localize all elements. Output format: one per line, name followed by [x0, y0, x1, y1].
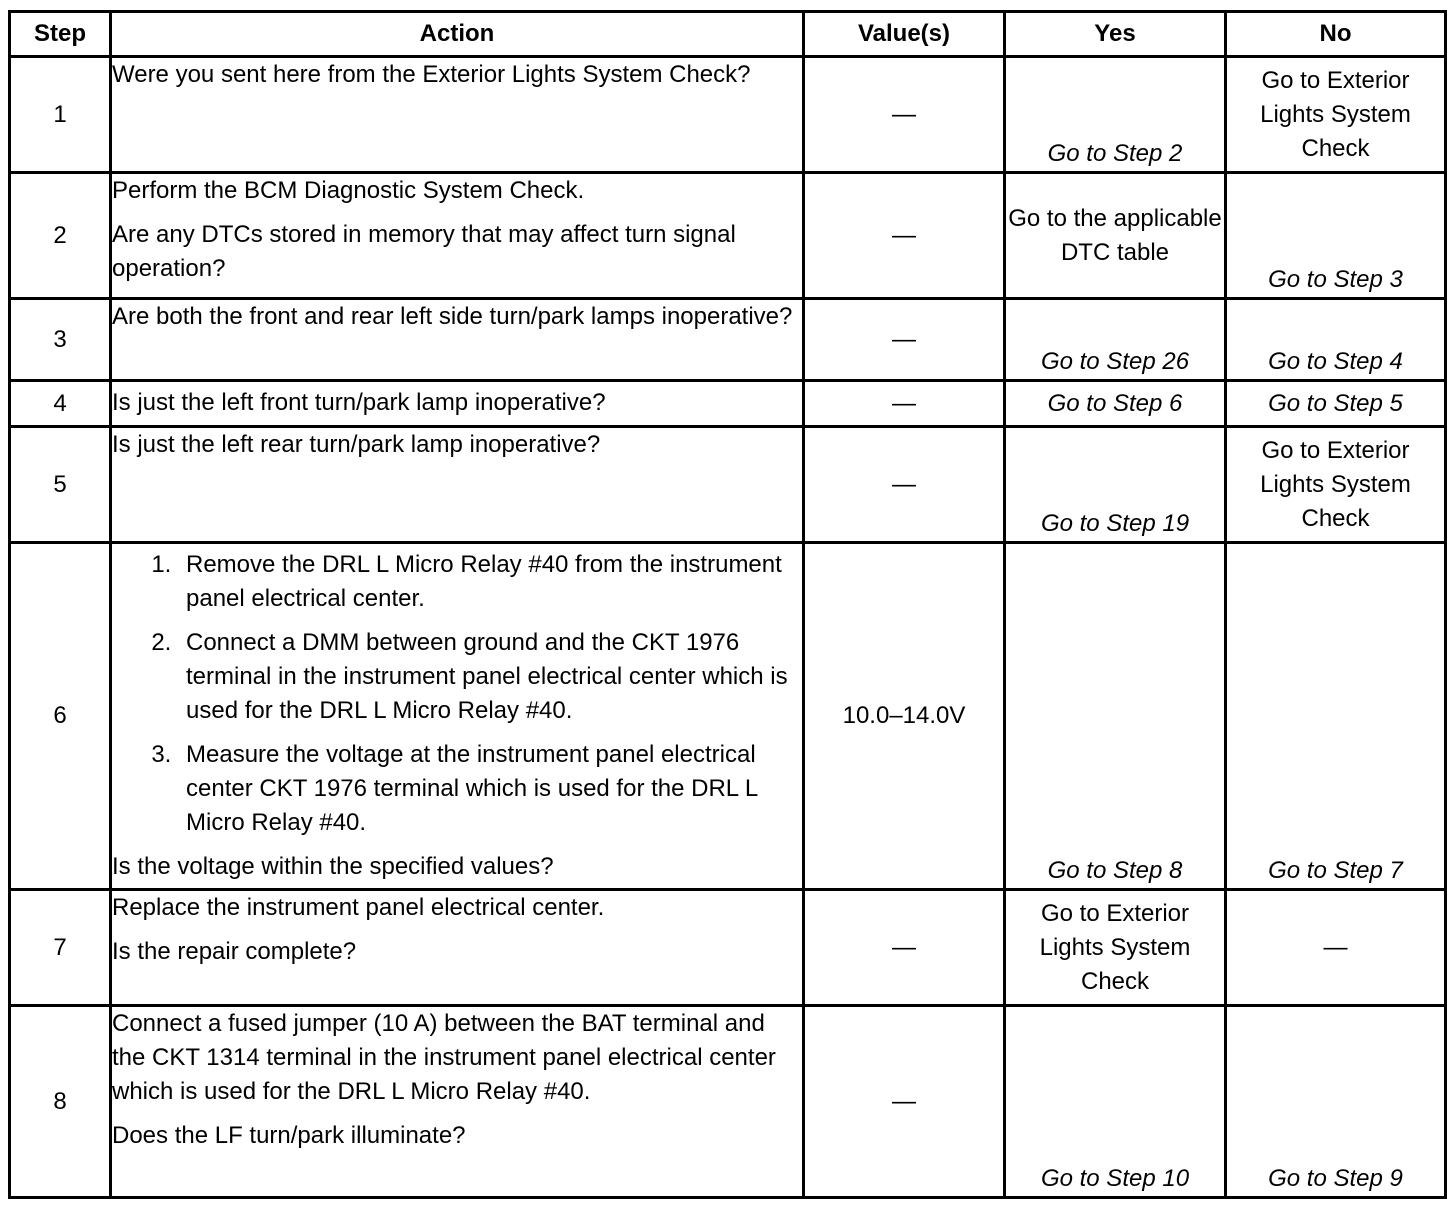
- action-text: Connect a fused jumper (10 A) between the BAT terminal and the CKT 1314 terminal in the instrument panel electrical center which is used for the DRL L Micro Relay #40.: [112, 1010, 776, 1105]
- step-number: 8: [10, 1006, 111, 1198]
- action-cell: [111, 57, 804, 173]
- value-cell: —: [804, 173, 1005, 299]
- action-text: Is just the left front turn/park lamp inoperative?: [112, 389, 606, 416]
- no-result: Go to Step 3: [1268, 266, 1403, 293]
- action-cell: [111, 427, 804, 543]
- no-result: Go to Exterior Lights System Check: [1260, 436, 1411, 532]
- value-cell: —: [804, 890, 1005, 1006]
- action-question: Is the voltage within the specified values?: [112, 853, 554, 880]
- yes-result: Go to Step 8: [1047, 857, 1183, 884]
- action-text: Were you sent here from the Exterior Lights System Check?: [112, 61, 751, 88]
- yes-cell: [1005, 427, 1226, 543]
- table-row: [10, 427, 1446, 543]
- value-cell: 10.0–14.0V: [804, 543, 1005, 890]
- action-question: Are any DTCs stored in memory that may affect turn signal operation?: [112, 221, 736, 282]
- substep-item: 2. Connect a DMM between ground and the CKT 1976 terminal in the instrument panel electrical center which is used for the DRL L Micro Relay #40.: [178, 626, 802, 728]
- step-number: 1: [10, 57, 111, 173]
- value-cell: —: [804, 57, 1005, 173]
- action-text: Perform the BCM Diagnostic System Check.: [112, 177, 585, 204]
- no-result: Go to Step 9: [1268, 1165, 1403, 1192]
- no-result: Go to Step 5: [1268, 389, 1403, 417]
- table-header-row: [10, 12, 1446, 57]
- action-cell: [111, 543, 804, 890]
- yes-cell: [1005, 543, 1226, 890]
- yes-cell: [1005, 381, 1226, 427]
- action-cell: [111, 1006, 804, 1198]
- substep-list: [112, 548, 802, 840]
- action-text: Is just the left rear turn/park lamp inoperative?: [112, 431, 601, 458]
- substep-item: 1. Remove the DRL L Micro Relay #40 from the instrument panel electrical center.: [178, 548, 802, 616]
- value-cell: —: [804, 381, 1005, 427]
- step-number: 4: [10, 381, 111, 427]
- no-cell: [1226, 1006, 1446, 1198]
- table-row: [10, 299, 1446, 381]
- no-result: Go to Step 4: [1268, 348, 1403, 375]
- yes-result: Go to Step 6: [1047, 389, 1183, 417]
- value-cell: —: [804, 299, 1005, 381]
- no-cell: [1226, 57, 1446, 173]
- yes-result: Go to Step 26: [1040, 348, 1190, 375]
- yes-cell: [1005, 1006, 1226, 1198]
- no-cell: [1226, 299, 1446, 381]
- action-cell: [111, 299, 804, 381]
- table-row: [10, 543, 1446, 890]
- no-result: Go to Exterior Lights System Check: [1260, 66, 1411, 162]
- action-cell: [111, 381, 804, 427]
- yes-result: Go to Exterior Lights System Check: [1039, 899, 1191, 995]
- yes-result: Go to Step 19: [1040, 510, 1190, 537]
- step-number: 5: [10, 427, 111, 543]
- header-no: No: [1226, 12, 1446, 57]
- action-cell: [111, 890, 804, 1006]
- action-question: Does the LF turn/park illuminate?: [112, 1122, 466, 1149]
- yes-result: Go to Step 10: [1040, 1165, 1190, 1192]
- header-action: Action: [111, 12, 804, 57]
- yes-result: Go to the applicable DTC table: [1008, 204, 1222, 266]
- table-row: [10, 381, 1446, 427]
- no-cell: [1226, 543, 1446, 890]
- step-number: 3: [10, 299, 111, 381]
- value-cell: —: [804, 427, 1005, 543]
- table-row: [10, 890, 1446, 1006]
- diagnostic-table: [8, 10, 1447, 1199]
- action-text: Replace the instrument panel electrical center.: [112, 894, 605, 921]
- yes-cell: [1005, 173, 1226, 299]
- value-cell: —: [804, 1006, 1005, 1198]
- yes-cell: [1005, 299, 1226, 381]
- yes-cell: [1005, 57, 1226, 173]
- substep-item: 3. Measure the voltage at the instrument panel electrical center CKT 1976 terminal which is used for the DRL L Micro Relay #40.: [178, 738, 802, 840]
- table-row: [10, 57, 1446, 173]
- action-question: Is the repair complete?: [112, 938, 357, 965]
- no-cell: [1226, 427, 1446, 543]
- action-text: Are both the front and rear left side turn/park lamps inoperative?: [112, 303, 793, 330]
- header-yes: Yes: [1005, 12, 1226, 57]
- header-step: Step: [10, 12, 111, 57]
- yes-result: Go to Step 2: [1047, 140, 1183, 167]
- step-number: 2: [10, 173, 111, 299]
- no-result: —: [1323, 933, 1348, 961]
- no-cell: [1226, 890, 1446, 1006]
- yes-cell: [1005, 890, 1226, 1006]
- no-result: Go to Step 7: [1268, 857, 1403, 884]
- table-row: [10, 173, 1446, 299]
- action-cell: [111, 173, 804, 299]
- step-number: 6: [10, 543, 111, 890]
- table-row: [10, 1006, 1446, 1198]
- no-cell: [1226, 173, 1446, 299]
- header-values: Value(s): [804, 12, 1005, 57]
- no-cell: [1226, 381, 1446, 427]
- step-number: 7: [10, 890, 111, 1006]
